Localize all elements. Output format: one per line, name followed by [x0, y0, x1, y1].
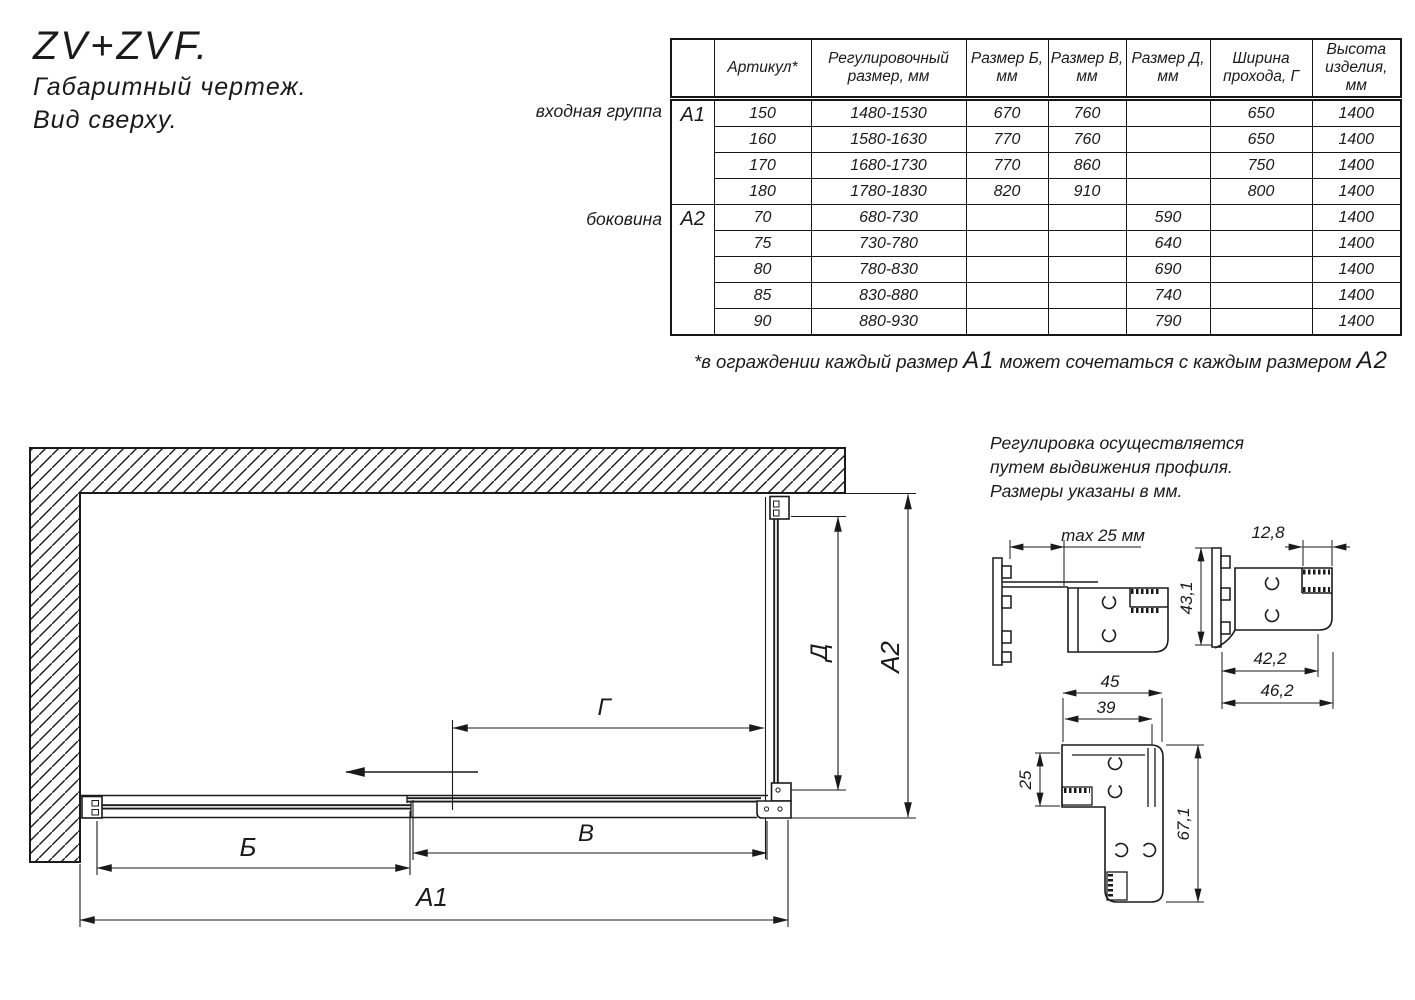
adjustment-note [990, 433, 1244, 501]
table-cell: 1780-1830 [811, 179, 966, 205]
table-cell: 770 [966, 127, 1048, 153]
dim-label-b: Б [239, 832, 257, 862]
fixed-panel [102, 801, 411, 817]
table-cell: Размер Д, мм [1126, 39, 1210, 99]
table-cell: 680-730 [811, 205, 966, 231]
detail-dim-422: 42,2 [1253, 649, 1287, 668]
footnote-a1: А1 [963, 347, 995, 374]
table-cell: 910 [1048, 179, 1126, 205]
side-panel [770, 497, 789, 785]
detail-dim-45: 45 [1100, 672, 1120, 691]
table-cell: Ширина прохода, Г [1210, 39, 1312, 99]
table-cell-group: А2 [671, 205, 714, 336]
table-cell: Артикул* [714, 39, 811, 99]
table-cell: 650 [1210, 99, 1312, 127]
table-cell: 640 [1126, 231, 1210, 257]
table-cell: 80 [714, 257, 811, 283]
table-cell: 150 [714, 99, 811, 127]
footnote-text: может сочетаться с каждым размером [994, 351, 1357, 372]
table-cell: 1400 [1312, 309, 1401, 336]
table-cell: 880-930 [811, 309, 966, 336]
table-cell: 670 [966, 99, 1048, 127]
enclosure-plan [80, 497, 916, 860]
table-cell: 1580-1630 [811, 127, 966, 153]
detail-dim-25: 25 [1016, 770, 1035, 790]
page-subtitle-1: Габаритный чертеж. [33, 73, 307, 101]
table-cell: Размер Б, мм [966, 39, 1048, 99]
note-line-2: путем выдвижения профиля. [990, 457, 1233, 477]
sliding-door [407, 796, 761, 804]
table-cell: Регулировочный размер, мм [811, 39, 966, 99]
dimension-lines [80, 495, 908, 928]
table-cell: 760 [1048, 99, 1126, 127]
detail-dim-431: 43,1 [1177, 581, 1196, 615]
note-line-3: Размеры указаны в мм. [990, 481, 1183, 501]
detail-dim-128: 12,8 [1251, 523, 1285, 542]
table-cell: 780-830 [811, 257, 966, 283]
table-cell-group: А1 [671, 99, 714, 205]
dim-label-a2: А2 [875, 641, 905, 673]
table-cell: 1400 [1312, 153, 1401, 179]
table-cell: 1400 [1312, 231, 1401, 257]
dim-label-v: В [577, 820, 595, 847]
table-cell: 730-780 [811, 231, 966, 257]
detail-dim-462: 46,2 [1260, 681, 1294, 700]
table-cell: 740 [1126, 283, 1210, 309]
wall-profile-bracket [82, 797, 102, 819]
table-cell: 770 [966, 153, 1048, 179]
table-cell: 860 [1048, 153, 1126, 179]
table-cell: 1400 [1312, 179, 1401, 205]
table-cell: 590 [1126, 205, 1210, 231]
table-cell: 170 [714, 153, 811, 179]
row-group-label-entrance: входная группа [535, 101, 662, 121]
table-cell: 790 [1126, 309, 1210, 336]
table-cell: 180 [714, 179, 811, 205]
corner-profile [757, 783, 791, 818]
table-cell: 760 [1048, 127, 1126, 153]
dim-label-g: Г [597, 694, 611, 721]
footnote-text: *в ограждении каждый размер [694, 351, 964, 372]
page-subtitle-2: Вид сверху. [33, 106, 178, 134]
dim-label-d: Д [806, 643, 833, 661]
table-cell: 1480-1530 [811, 99, 966, 127]
table-cell: 1400 [1312, 99, 1401, 127]
table-cell: 690 [1126, 257, 1210, 283]
table-cell: 1400 [1312, 283, 1401, 309]
detail-dim-671: 67,1 [1174, 807, 1193, 841]
footnote-a2: А2 [1356, 347, 1388, 374]
table-cell: 70 [714, 205, 811, 231]
detail-corner-profile [1035, 693, 1204, 902]
detail-dim-39: 39 [1096, 698, 1116, 717]
dim-g [453, 720, 765, 810]
table-cell: Высота изделия, мм [1312, 39, 1401, 99]
table-cell: Размер В, мм [1048, 39, 1126, 99]
row-group-label-side: боковина [586, 209, 662, 229]
dim-label-a1: А1 [416, 882, 448, 912]
table-cell: 90 [714, 309, 811, 336]
table-cell: 1400 [1312, 205, 1401, 231]
table-cell: 820 [966, 179, 1048, 205]
table-cell: 85 [714, 283, 811, 309]
detail-dim-max25: max 25 мм [1061, 526, 1145, 545]
table-cell: 650 [1210, 127, 1312, 153]
table-cell: 750 [1210, 153, 1312, 179]
table-cell: 160 [714, 127, 811, 153]
table-cell: 75 [714, 231, 811, 257]
table-cell: 830-880 [811, 283, 966, 309]
table-cell: 1680-1730 [811, 153, 966, 179]
table-cell: 1400 [1312, 127, 1401, 153]
table-cell: 800 [1210, 179, 1312, 205]
page-title: ZV+ZVF. [33, 24, 210, 68]
detail-wall-profile-left [993, 540, 1168, 665]
note-line-1: Регулировка осуществляется [990, 433, 1245, 453]
table-cell: 1400 [1312, 257, 1401, 283]
side-panel-top-bracket [770, 497, 789, 520]
